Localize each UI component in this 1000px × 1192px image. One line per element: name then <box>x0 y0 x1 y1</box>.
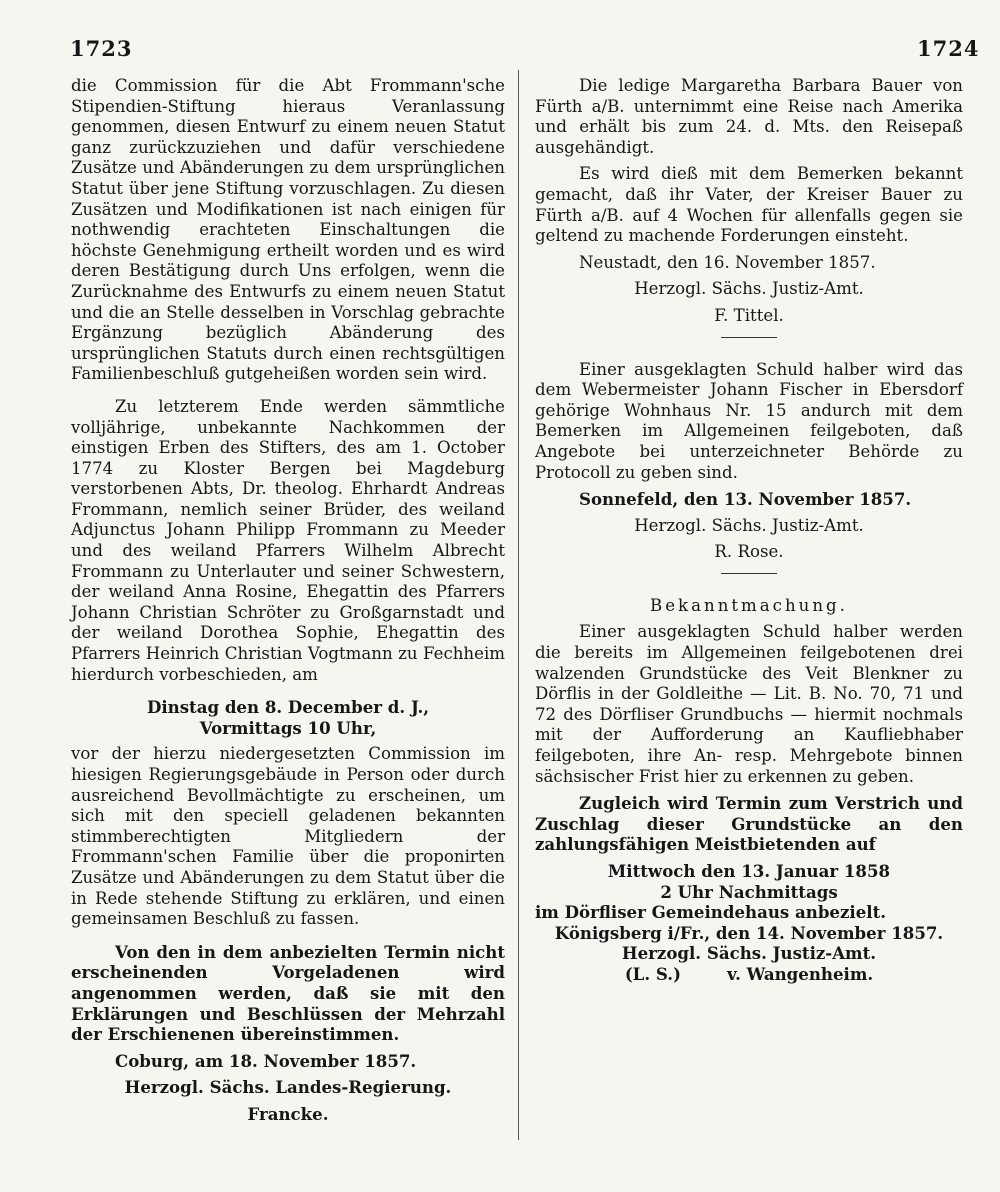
absentee-paragraph: Von den in dem anbezielten Termin nicht erscheinenden Vorgeladenen wird angenommen werden, daß sie mit den Erklärungen und Beschlüssen der Mehrzahl der Erschienenen übereinstimmen. <box>71 941 505 1045</box>
announcement-place-date: Königsberg i/Fr., den 14. November 1857. <box>554 922 944 943</box>
commission-paragraph: vor der hierzu niedergesetzten Commission im hiesigen Regierungsgebäude in Person oder durch ausreichend Bevollmächtigte zu erscheinen, um sich mit den speciell geladenen bekannten stimmberechtigten Mitgliedern der Frommann'schen Familie über die proponirten Zusätze und Abänderungen zu dem Statut über die in Rede stehende Stiftung zu erklären, und einen gemeinsamen Beschluß zu fassen. <box>71 744 505 929</box>
section-separator <box>721 337 777 338</box>
right-column <box>535 76 963 985</box>
page-number-left: 1723 <box>70 36 133 61</box>
notice-travel-authority: Herzogl. Sächs. Justiz-Amt. <box>634 279 864 299</box>
meeting-time: Vormittags 10 Uhr, <box>199 717 377 738</box>
seal-mark: (L. S.) <box>624 963 681 984</box>
notice-house-authority: Herzogl. Sächs. Justiz-Amt. <box>634 515 864 535</box>
announcement-signature: v. Wangenheim. <box>727 963 874 984</box>
notice-travel-place-date: Neustadt, den 16. November 1857. <box>579 252 876 272</box>
stiftung-paragraph: die Commission für die Abt Frommann'sche Stipendien-Stiftung hieraus Veranlassung genommen, diesen Entwurf zu einem neuen Statut ganz zurückzuziehen und dafür verschiedene Zusätze und Abänderungen zu dem ursprünglichen Statut über jene Stiftung vorzuschlagen. Zu diesen Zusätzen und Modifikationen ist nach einigen für nothwendig erachteten Einschaltungen die höchste Genehmigung ertheilt worden und es wird deren Bestätigung durch Uns erfolgen, wenn die Zurücknahme des Entwurfs zu einem neuen Statut und die an Stelle desselben in Vorschlag gebrachte Ergänzung bezüglich Abänderung des ursprünglichen Statuts durch einen rechtsgültigen Familienbeschluß gutgeheißen worden sein wird. <box>71 76 505 384</box>
announcement-date: Mittwoch den 13. Januar 1858 <box>607 861 891 881</box>
signature: Francke. <box>247 1103 329 1124</box>
left-column <box>71 76 505 1125</box>
column-divider <box>518 70 519 1140</box>
notice-travel-remark: Es wird dieß mit dem Bemerken bekannt gemacht, daß ihr Vater, der Kreiser Bauer zu Fürth a/B. auf 4 Wochen für allenfalls gegen sie geltend zu machende Forderungen einsteht. <box>535 164 963 246</box>
announcement-time: 2 Uhr Nachmittags <box>660 881 838 902</box>
page-number-right: 1724 <box>917 36 980 61</box>
announcement-place: im Dörfliser Gemeindehaus anbezielt. <box>535 902 887 923</box>
announcement-heading: Bekanntmachung. <box>650 595 848 615</box>
notice-travel-signature: F. Tittel. <box>714 305 784 325</box>
authority: Herzogl. Sächs. Landes-Regierung. <box>124 1077 452 1098</box>
meeting-date: Dinstag den 8. December d. J., <box>146 697 430 718</box>
notice-travel-paragraph: Die ledige Margaretha Barbara Bauer von Fürth a/B. unternimmt eine Reise nach Amerika und erhält bis zum 24. d. Mts. den Reisepaß ausgehändigt. <box>535 76 963 157</box>
place-date: Coburg, am 18. November 1857. <box>115 1050 417 1071</box>
announcement-authority: Herzogl. Sächs. Justiz-Amt. <box>621 943 877 964</box>
section-separator <box>721 573 777 574</box>
announcement-term-paragraph: Zugleich wird Termin zum Verstrich und Zuschlag dieser Grundstücke an den zahlungsfähigen Meistbietenden auf <box>535 793 963 855</box>
notice-house-place-date: Sonnefeld, den 13. November 1857. <box>579 489 912 510</box>
notice-house-paragraph: Einer ausgeklagten Schuld halber wird das dem Webermeister Johann Fischer in Ebersdorf gehörige Wohnhaus Nr. 15 andurch mit dem Bemerken im Allgemeinen feilgeboten, daß Angebote bei unterzeichneter Behörde zu Protocoll zu geben sind. <box>535 359 963 482</box>
summons-paragraph: Zu letzterem Ende werden sämmtliche volljährige, unbekannte Nachkommen der einstigen Erben des Stifters, des am 1. October 1774 zu Kloster Bergen bei Magdeburg verstorbenen Abts, Dr. theolog. Ehrhardt Andreas Frommann, nemlich seiner Brüder, des weiland Adjunctus Johann Philipp Frommann zu Meeder und des weiland Pfarrers Wilhelm Albrecht Frommann zu Unterlauter und seiner Schwestern, der weiland Anna Rosine, Ehegattin des Pfarrers Johann Christian Schröter zu Großgarnstadt und der weiland Dorothea Sophie, Ehegattin des Pfarrers Heinrich Christian Vogtmann zu Fechheim hierdurch vorbeschieden, am <box>71 396 505 684</box>
announcement-paragraph: Einer ausgeklagten Schuld halber werden die bereits im Allgemeinen feilgebotenen drei walzenden Grundstücke des Veit Blenkner zu Dörflis in der Goldleithe — Lit. B. No. 70, 71 und 72 des Dörfliser Grundbuchs — hiermit nochmals mit der Aufforderung an Kaufliebhaber feilgeboten, ihre An- resp. Mehrgebote binnen sächsischer Frist hier zu erkennen zu geben. <box>535 622 963 786</box>
notice-house-signature: R. Rose. <box>714 542 784 562</box>
